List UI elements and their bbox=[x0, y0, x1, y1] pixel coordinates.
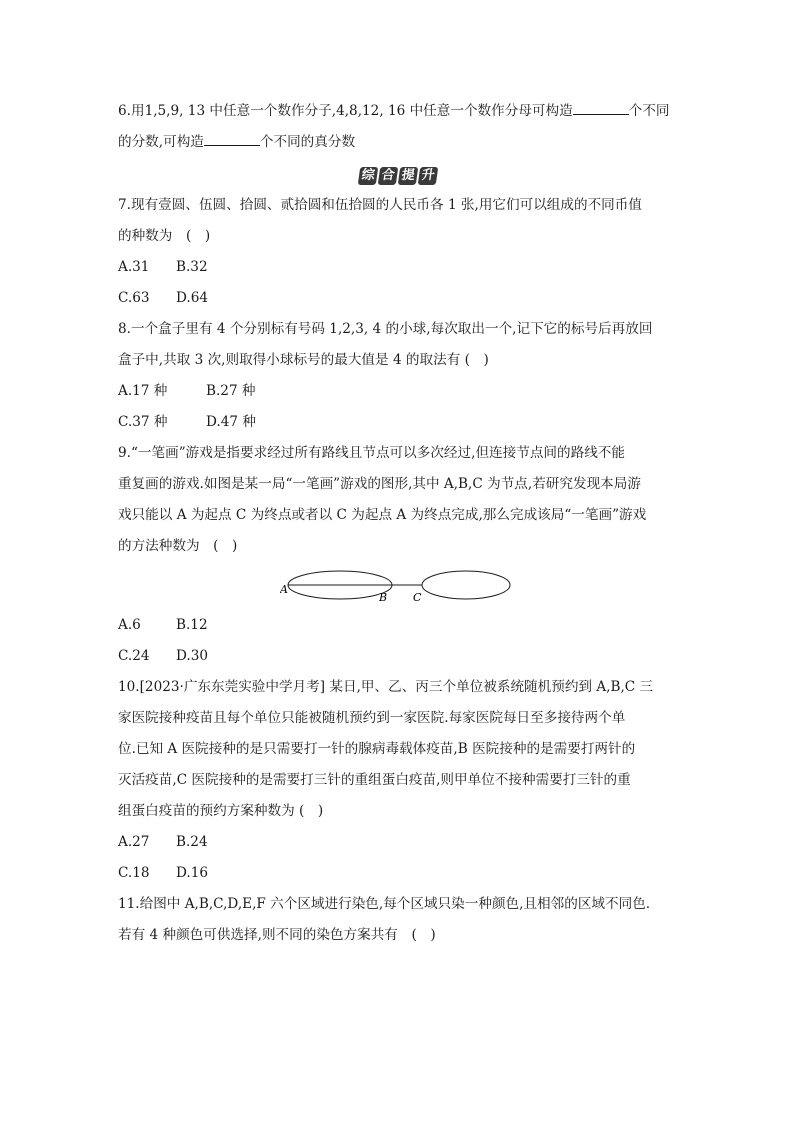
q9-option-d: D.30 bbox=[176, 648, 209, 664]
q7-option-c: C.63 bbox=[118, 290, 150, 306]
q8-line-1: 8.一个盒子里有 4 个分别标有号码 1,2,3, 4 的小球,每次取出一个,记下它的标号后再放回 bbox=[118, 321, 653, 337]
q6-blank-2 bbox=[204, 133, 260, 146]
one-stroke-diagram bbox=[280, 568, 520, 604]
q7-options-row-1 bbox=[118, 252, 678, 283]
q8-options-row-2 bbox=[118, 407, 678, 438]
q9-options-row-1 bbox=[118, 610, 678, 641]
banner-char-4: 升 bbox=[418, 167, 439, 185]
node-label-b: B bbox=[379, 591, 388, 604]
q10-line-1: 10.[2023·广东东莞实验中学月考] 某日,甲、乙、丙三个单位被系统随机预约到 A,B,C 三 bbox=[118, 679, 654, 695]
node-label-c: C bbox=[413, 591, 422, 604]
right-ellipse bbox=[422, 571, 510, 599]
q10-option-d: D.16 bbox=[176, 865, 209, 881]
q9-line-1: 9.“一笔画”游戏是指要求经过所有路线且节点可以多次经过,但连接节点间的路线不能 bbox=[118, 445, 625, 461]
q8-line-2: 盒子中,共取 3 次,则取得小球标号的最大值是 4 的取法有 ( ) bbox=[118, 352, 489, 368]
banner-char-3: 提 bbox=[398, 167, 419, 185]
q9-figure bbox=[118, 568, 678, 606]
q10-line-5: 组蛋白疫苗的预约方案种数为 ( ) bbox=[118, 803, 324, 819]
banner-char-1: 综 bbox=[358, 167, 379, 185]
q7-option-b: B.32 bbox=[176, 259, 208, 275]
banner-char-2: 合 bbox=[378, 167, 399, 185]
q6-line-2: 的分数,可构造 个不同的真分数 bbox=[118, 134, 356, 150]
q8-option-a: A.17 种 bbox=[118, 383, 168, 399]
q7-line-1: 7.现有壹圆、伍圆、拾圆、贰拾圆和伍拾圆的人民币各 1 张,用它们可以组成的不同币值 bbox=[118, 197, 642, 213]
q8-options-row-1 bbox=[118, 376, 678, 407]
q9-line-2: 重复画的游戏.如图是某一局“一笔画”游戏的图形,其中 A,B,C 为节点,若研究发现本局游 bbox=[118, 476, 641, 492]
q10-option-c: C.18 bbox=[118, 865, 150, 881]
q10-options-row-2 bbox=[118, 858, 678, 889]
q10-options-row-1 bbox=[118, 827, 678, 858]
q9-option-b: B.12 bbox=[176, 617, 208, 633]
q8-option-b: B.27 种 bbox=[206, 383, 256, 399]
q10-line-4: 灭活疫苗,C 医院接种的是需要打三针的重组蛋白疫苗,则甲单位不接种需要打三针的重 bbox=[118, 772, 631, 788]
q9-options-row-2 bbox=[118, 641, 678, 672]
q6-blank-1 bbox=[573, 102, 629, 115]
q7-line-2: 的种数为 ( ) bbox=[118, 228, 211, 244]
q10-option-b: B.24 bbox=[176, 834, 208, 850]
q6-line-1: 6.用1,5,9, 13 中任意一个数作分子,4,8,12, 16 中任意一个数作分母可构造 个不同 bbox=[118, 103, 670, 119]
q11-line-1: 11.给图中 A,B,C,D,E,F 六个区域进行染色,每个区域只染一种颜色,且相邻的区域不同色. bbox=[118, 896, 651, 912]
q9-line-3: 戏只能以 A 为起点 C 为终点或者以 C 为起点 A 为终点完成,那么完成该局“一笔画”游戏 bbox=[118, 507, 647, 523]
q10-option-a: A.27 bbox=[118, 834, 150, 850]
q8-option-c: C.37 种 bbox=[118, 414, 168, 430]
q7-option-a: A.31 bbox=[118, 259, 150, 275]
q7-option-d: D.64 bbox=[176, 290, 209, 306]
section-banner bbox=[118, 164, 678, 190]
document-page bbox=[118, 96, 678, 951]
q11-line-2: 若有 4 种颜色可供选择,则不同的染色方案共有 ( ) bbox=[118, 927, 436, 943]
q10-line-3: 位.已知 A 医院接种的是只需要打一针的腺病毒载体疫苗,B 医院接种的是需要打两针的 bbox=[118, 741, 636, 757]
q9-line-4: 的方法种数为 ( ) bbox=[118, 538, 238, 554]
q7-options-row-2 bbox=[118, 283, 678, 314]
q9-option-c: C.24 bbox=[118, 648, 150, 664]
q9-option-a: A.6 bbox=[118, 617, 141, 633]
q8-option-d: D.47 种 bbox=[206, 414, 256, 430]
q10-line-2: 家医院接种疫苗且每个单位只能被随机预约到一家医院.每家医院每日至多接待两个单 bbox=[118, 710, 626, 726]
node-label-a: A bbox=[280, 583, 288, 596]
